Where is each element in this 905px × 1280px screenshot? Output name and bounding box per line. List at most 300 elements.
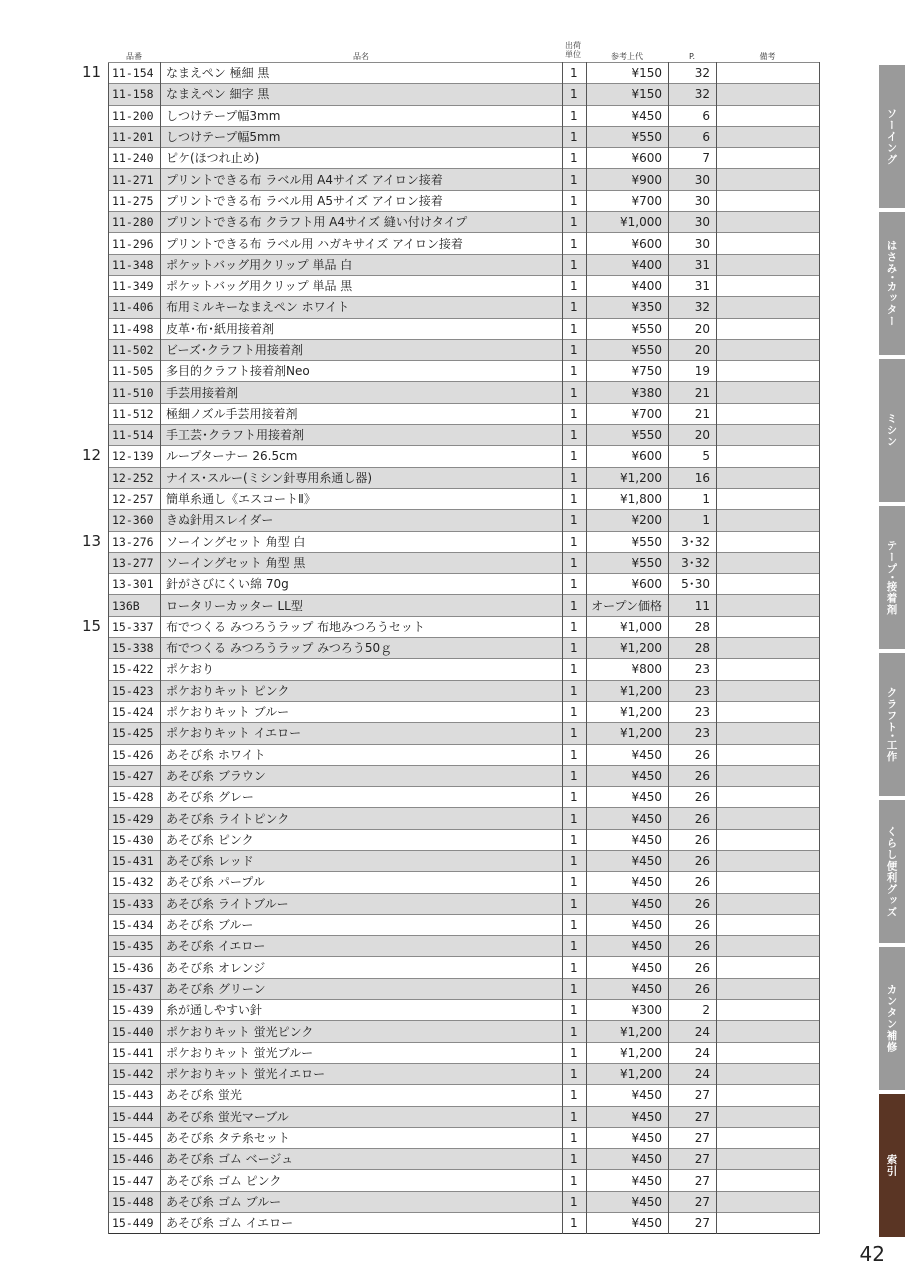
table-row (109, 148, 820, 169)
cell-page: 27 (669, 1106, 717, 1127)
cell-remarks (717, 765, 820, 786)
cell-name: ポケおりキット 蛍光ブルー (161, 1042, 563, 1063)
cell-unit: 1 (563, 1085, 587, 1106)
cell-remarks (717, 275, 820, 296)
cell-page: 28 (669, 638, 717, 659)
cell-price: ¥450 (587, 978, 669, 999)
cell-remarks (717, 105, 820, 126)
cell-unit: 1 (563, 510, 587, 531)
cell-name: プリントできる布 クラフト用 A4サイズ 縫い付けタイプ (161, 212, 563, 233)
cell-name: ピケ(ほつれ止め) (161, 148, 563, 169)
table-row (109, 446, 820, 467)
cell-code: 15-447 (109, 1170, 161, 1191)
cell-code: 11-275 (109, 190, 161, 211)
cell-unit: 1 (563, 1042, 587, 1063)
cell-name: あそび糸 グリーン (161, 978, 563, 999)
cell-code: 12-139 (109, 446, 161, 467)
cell-code: 15-432 (109, 872, 161, 893)
cell-price: ¥1,000 (587, 212, 669, 233)
tab-label: くらし便利グッズ (885, 825, 898, 918)
cell-page: 23 (669, 723, 717, 744)
cell-code: 11-240 (109, 148, 161, 169)
cell-page: 1 (669, 488, 717, 509)
cell-code: 13-276 (109, 531, 161, 552)
tab-4[interactable] (879, 653, 905, 796)
cell-name: あそび糸 ゴム イエロー (161, 1213, 563, 1234)
table-row (109, 1170, 820, 1191)
cell-name: ポケットバッグ用クリップ 単品 白 (161, 254, 563, 275)
table-row (109, 531, 820, 552)
cell-remarks (717, 403, 820, 424)
cell-price: ¥450 (587, 957, 669, 978)
cell-page: 27 (669, 1149, 717, 1170)
cell-unit: 1 (563, 1021, 587, 1042)
cell-unit: 1 (563, 297, 587, 318)
cell-name: 皮革･布･紙用接着剤 (161, 318, 563, 339)
cell-name: 布でつくる みつろうラップ みつろう50ｇ (161, 638, 563, 659)
cell-code: 11-201 (109, 126, 161, 147)
table-row (109, 1063, 820, 1084)
cell-page: 23 (669, 701, 717, 722)
cell-page: 30 (669, 233, 717, 254)
cell-name: あそび糸 ライトブルー (161, 893, 563, 914)
cell-name: ポケおりキット イエロー (161, 723, 563, 744)
cell-page: 26 (669, 829, 717, 850)
cell-remarks (717, 1127, 820, 1148)
table-row (109, 403, 820, 424)
cell-page: 28 (669, 616, 717, 637)
cell-remarks (717, 425, 820, 446)
cell-price: ¥700 (587, 190, 669, 211)
cell-code: 15-338 (109, 638, 161, 659)
cell-code: 15-448 (109, 1191, 161, 1212)
table-row (109, 254, 820, 275)
cell-price: ¥400 (587, 275, 669, 296)
cell-price: ¥600 (587, 574, 669, 595)
table-row (109, 382, 820, 403)
cell-price: ¥450 (587, 893, 669, 914)
cell-remarks (717, 595, 820, 616)
cell-code: 11-502 (109, 339, 161, 360)
cell-remarks (717, 488, 820, 509)
table-row (109, 808, 820, 829)
cell-page: 2 (669, 1000, 717, 1021)
cell-price: ¥1,200 (587, 723, 669, 744)
cell-name: あそび糸 ホワイト (161, 744, 563, 765)
tab-label: テープ･接着剤 (885, 539, 898, 616)
cell-code: 15-440 (109, 1021, 161, 1042)
cell-code: 15-439 (109, 1000, 161, 1021)
cell-price: ¥450 (587, 1213, 669, 1234)
cell-name: あそび糸 ブルー (161, 914, 563, 935)
header-unit: 出荷 単位 (565, 41, 581, 59)
cell-price: ¥550 (587, 339, 669, 360)
cell-remarks (717, 872, 820, 893)
cell-name: あそび糸 ピンク (161, 829, 563, 850)
table-row (109, 638, 820, 659)
table-row (109, 1127, 820, 1148)
table-row (109, 126, 820, 147)
cell-unit: 1 (563, 169, 587, 190)
cell-code: 13-301 (109, 574, 161, 595)
cell-name: ソーイングセット 角型 黒 (161, 552, 563, 573)
cell-price: ¥450 (587, 1106, 669, 1127)
cell-code: 11-200 (109, 105, 161, 126)
cell-unit: 1 (563, 914, 587, 935)
cell-remarks (717, 616, 820, 637)
table-row (109, 1042, 820, 1063)
table-row (109, 680, 820, 701)
cell-remarks (717, 1213, 820, 1234)
cell-remarks (717, 957, 820, 978)
cell-price: ¥150 (587, 84, 669, 105)
table-row (109, 63, 820, 84)
table-row (109, 105, 820, 126)
cell-page: 26 (669, 957, 717, 978)
cell-unit: 1 (563, 680, 587, 701)
cell-page: 26 (669, 872, 717, 893)
cell-price: ¥450 (587, 744, 669, 765)
cell-name: あそび糸 ゴム ベージュ (161, 1149, 563, 1170)
cell-page: 26 (669, 765, 717, 786)
cell-page: 26 (669, 936, 717, 957)
cell-price: ¥450 (587, 872, 669, 893)
group-label: 15 (82, 616, 102, 635)
cell-name: プリントできる布 ラベル用 ハガキサイズ アイロン接着 (161, 233, 563, 254)
cell-code: 11-498 (109, 318, 161, 339)
cell-unit: 1 (563, 190, 587, 211)
cell-code: 15-444 (109, 1106, 161, 1127)
cell-code: 15-441 (109, 1042, 161, 1063)
cell-code: 11-158 (109, 84, 161, 105)
cell-unit: 1 (563, 616, 587, 637)
cell-code: 11-280 (109, 212, 161, 233)
cell-name: あそび糸 蛍光マーブル (161, 1106, 563, 1127)
table-row (109, 425, 820, 446)
cell-name: あそび糸 ブラウン (161, 765, 563, 786)
cell-code: 15-442 (109, 1063, 161, 1084)
cell-price: ¥150 (587, 63, 669, 84)
cell-unit: 1 (563, 574, 587, 595)
cell-code: 15-424 (109, 701, 161, 722)
cell-page: 24 (669, 1021, 717, 1042)
cell-remarks (717, 1085, 820, 1106)
cell-name: ビーズ･クラフト用接着剤 (161, 339, 563, 360)
cell-unit: 1 (563, 488, 587, 509)
cell-unit: 1 (563, 403, 587, 424)
cell-unit: 1 (563, 254, 587, 275)
cell-name: 手工芸･クラフト用接着剤 (161, 425, 563, 446)
cell-name: 針がさびにくい綿 70g (161, 574, 563, 595)
cell-remarks (717, 850, 820, 871)
cell-code: 15-423 (109, 680, 161, 701)
cell-price: ¥1,800 (587, 488, 669, 509)
cell-page: 30 (669, 190, 717, 211)
tab-6[interactable] (879, 947, 905, 1090)
table-row (109, 552, 820, 573)
cell-remarks (717, 1000, 820, 1021)
cell-unit: 1 (563, 126, 587, 147)
cell-remarks (717, 190, 820, 211)
cell-code: 15-426 (109, 744, 161, 765)
table-row (109, 574, 820, 595)
cell-price: ¥900 (587, 169, 669, 190)
cell-unit: 1 (563, 701, 587, 722)
cell-name: ポケおりキット 蛍光イエロー (161, 1063, 563, 1084)
cell-page: 6 (669, 105, 717, 126)
cell-page: 24 (669, 1063, 717, 1084)
cell-name: しつけテープ幅5mm (161, 126, 563, 147)
cell-code: 15-436 (109, 957, 161, 978)
tab-label: ミシン (885, 413, 898, 448)
table-row (109, 701, 820, 722)
cell-page: 27 (669, 1085, 717, 1106)
cell-page: 26 (669, 744, 717, 765)
cell-unit: 1 (563, 723, 587, 744)
table-row (109, 1213, 820, 1234)
table-row (109, 84, 820, 105)
cell-unit: 1 (563, 382, 587, 403)
table-row (109, 1191, 820, 1212)
cell-page: 26 (669, 850, 717, 871)
cell-page: 21 (669, 403, 717, 424)
group-label: 13 (82, 531, 102, 550)
cell-name: あそび糸 ライトピンク (161, 808, 563, 829)
cell-code: 15-422 (109, 659, 161, 680)
table-row (109, 1085, 820, 1106)
cell-remarks (717, 148, 820, 169)
cell-page: 21 (669, 382, 717, 403)
table-row (109, 744, 820, 765)
cell-remarks (717, 1106, 820, 1127)
cell-page: 26 (669, 914, 717, 935)
cell-unit: 1 (563, 233, 587, 254)
cell-code: 11-505 (109, 361, 161, 382)
cell-price: ¥550 (587, 126, 669, 147)
cell-unit: 1 (563, 84, 587, 105)
cell-code: 15-431 (109, 850, 161, 871)
table-row (109, 1000, 820, 1021)
cell-price: ¥450 (587, 1127, 669, 1148)
tab-1[interactable] (879, 212, 905, 355)
cell-code: 15-449 (109, 1213, 161, 1234)
cell-name: あそび糸 レッド (161, 850, 563, 871)
cell-page: 11 (669, 595, 717, 616)
cell-page: 26 (669, 808, 717, 829)
cell-remarks (717, 1170, 820, 1191)
cell-code: 11-271 (109, 169, 161, 190)
table-row (109, 850, 820, 871)
cell-page: 1 (669, 510, 717, 531)
cell-price: ¥450 (587, 808, 669, 829)
cell-page: 27 (669, 1170, 717, 1191)
cell-price: ¥350 (587, 297, 669, 318)
cell-price: ¥450 (587, 1170, 669, 1191)
table-row (109, 829, 820, 850)
tab-2[interactable] (879, 359, 905, 502)
cell-unit: 1 (563, 808, 587, 829)
cell-remarks (717, 680, 820, 701)
cell-name: 手芸用接着剤 (161, 382, 563, 403)
table-row (109, 914, 820, 935)
table-row (109, 510, 820, 531)
cell-remarks (717, 1149, 820, 1170)
cell-unit: 1 (563, 339, 587, 360)
cell-page: 20 (669, 425, 717, 446)
cell-code: 15-435 (109, 936, 161, 957)
cell-code: 15-445 (109, 1127, 161, 1148)
cell-remarks (717, 552, 820, 573)
cell-unit: 1 (563, 936, 587, 957)
cell-page: 32 (669, 84, 717, 105)
cell-unit: 1 (563, 275, 587, 296)
cell-page: 20 (669, 318, 717, 339)
cell-name: しつけテープ幅3mm (161, 105, 563, 126)
cell-name: 糸が通しやすい針 (161, 1000, 563, 1021)
cell-unit: 1 (563, 361, 587, 382)
cell-code: 12-360 (109, 510, 161, 531)
cell-remarks (717, 1042, 820, 1063)
cell-remarks (717, 361, 820, 382)
cell-name: ロータリーカッター LL型 (161, 595, 563, 616)
cell-remarks (717, 339, 820, 360)
cell-code: 15-446 (109, 1149, 161, 1170)
cell-name: あそび糸 オレンジ (161, 957, 563, 978)
cell-unit: 1 (563, 467, 587, 488)
table-row (109, 169, 820, 190)
cell-remarks (717, 467, 820, 488)
cell-code: 11-349 (109, 275, 161, 296)
cell-remarks (717, 978, 820, 999)
table-row (109, 190, 820, 211)
cell-remarks (717, 914, 820, 935)
cell-price: ¥600 (587, 148, 669, 169)
cell-code: 15-434 (109, 914, 161, 935)
cell-remarks (717, 701, 820, 722)
cell-price: ¥450 (587, 914, 669, 935)
cell-unit: 1 (563, 765, 587, 786)
cell-code: 13-277 (109, 552, 161, 573)
cell-unit: 1 (563, 1191, 587, 1212)
table-row (109, 212, 820, 233)
table-row (109, 1106, 820, 1127)
table-row (109, 957, 820, 978)
group-label: 11 (82, 63, 102, 81)
cell-page: 3･32 (669, 531, 717, 552)
table-row (109, 787, 820, 808)
cell-page: 16 (669, 467, 717, 488)
cell-name: あそび糸 蛍光 (161, 1085, 563, 1106)
table-row (109, 361, 820, 382)
tab-0[interactable] (879, 65, 905, 208)
cell-unit: 1 (563, 212, 587, 233)
cell-code: 11-296 (109, 233, 161, 254)
cell-name: あそび糸 パープル (161, 872, 563, 893)
cell-remarks (717, 574, 820, 595)
cell-code: 11-406 (109, 297, 161, 318)
cell-name: あそび糸 ゴム ピンク (161, 1170, 563, 1191)
cell-unit: 1 (563, 105, 587, 126)
cell-price: ¥1,200 (587, 701, 669, 722)
cell-unit: 1 (563, 148, 587, 169)
tab-3[interactable] (879, 506, 905, 649)
cell-page: 32 (669, 297, 717, 318)
cell-name: あそび糸 ゴム ブルー (161, 1191, 563, 1212)
cell-price: ¥700 (587, 403, 669, 424)
cell-unit: 1 (563, 1213, 587, 1234)
cell-price: ¥450 (587, 829, 669, 850)
table-row (109, 765, 820, 786)
table-row (109, 233, 820, 254)
cell-price: ¥450 (587, 1149, 669, 1170)
cell-remarks (717, 638, 820, 659)
cell-code: 15-433 (109, 893, 161, 914)
cell-remarks (717, 936, 820, 957)
cell-name: きぬ針用スレイダー (161, 510, 563, 531)
table-row (109, 1149, 820, 1170)
cell-remarks (717, 531, 820, 552)
cell-remarks (717, 169, 820, 190)
table-row (109, 339, 820, 360)
cell-unit: 1 (563, 744, 587, 765)
cell-price: ¥450 (587, 105, 669, 126)
cell-name: 多目的クラフト接着剤Neo (161, 361, 563, 382)
cell-code: 11-512 (109, 403, 161, 424)
cell-name: なまえペン 細字 黒 (161, 84, 563, 105)
cell-name: あそび糸 イエロー (161, 936, 563, 957)
tab-label: はさみ･カッター (885, 240, 898, 327)
cell-name: ループターナー 26.5cm (161, 446, 563, 467)
cell-page: 6 (669, 126, 717, 147)
page-number: 42 (859, 1242, 885, 1266)
cell-remarks (717, 1191, 820, 1212)
cell-page: 19 (669, 361, 717, 382)
cell-price: ¥1,200 (587, 467, 669, 488)
cell-unit: 1 (563, 1127, 587, 1148)
cell-code: 136B (109, 595, 161, 616)
cell-page: 5 (669, 446, 717, 467)
cell-name: ポケおり (161, 659, 563, 680)
tab-5[interactable] (879, 800, 905, 943)
cell-name: ポケットバッグ用クリップ 単品 黒 (161, 275, 563, 296)
tab-label: カンタン補修 (885, 984, 898, 1053)
cell-page: 26 (669, 978, 717, 999)
tab-7[interactable] (879, 1094, 905, 1237)
header-name: 品名 (353, 52, 369, 61)
cell-code: 12-252 (109, 467, 161, 488)
cell-remarks (717, 659, 820, 680)
cell-page: 23 (669, 659, 717, 680)
header-page: P. (688, 52, 696, 61)
table-row (109, 893, 820, 914)
cell-page: 27 (669, 1191, 717, 1212)
cell-remarks (717, 382, 820, 403)
cell-code: 11-348 (109, 254, 161, 275)
tab-label: ソーイング (885, 107, 898, 166)
cell-remarks (717, 787, 820, 808)
cell-page: 23 (669, 680, 717, 701)
header-price: 参考上代 (611, 52, 643, 61)
cell-name: ナイス･スルー(ミシン針専用糸通し器) (161, 467, 563, 488)
cell-price: ¥400 (587, 254, 669, 275)
cell-price: ¥1,200 (587, 638, 669, 659)
cell-page: 31 (669, 275, 717, 296)
cell-price: ¥300 (587, 1000, 669, 1021)
cell-remarks (717, 723, 820, 744)
cell-price: ¥450 (587, 1085, 669, 1106)
table-row (109, 1021, 820, 1042)
cell-page: 27 (669, 1213, 717, 1234)
